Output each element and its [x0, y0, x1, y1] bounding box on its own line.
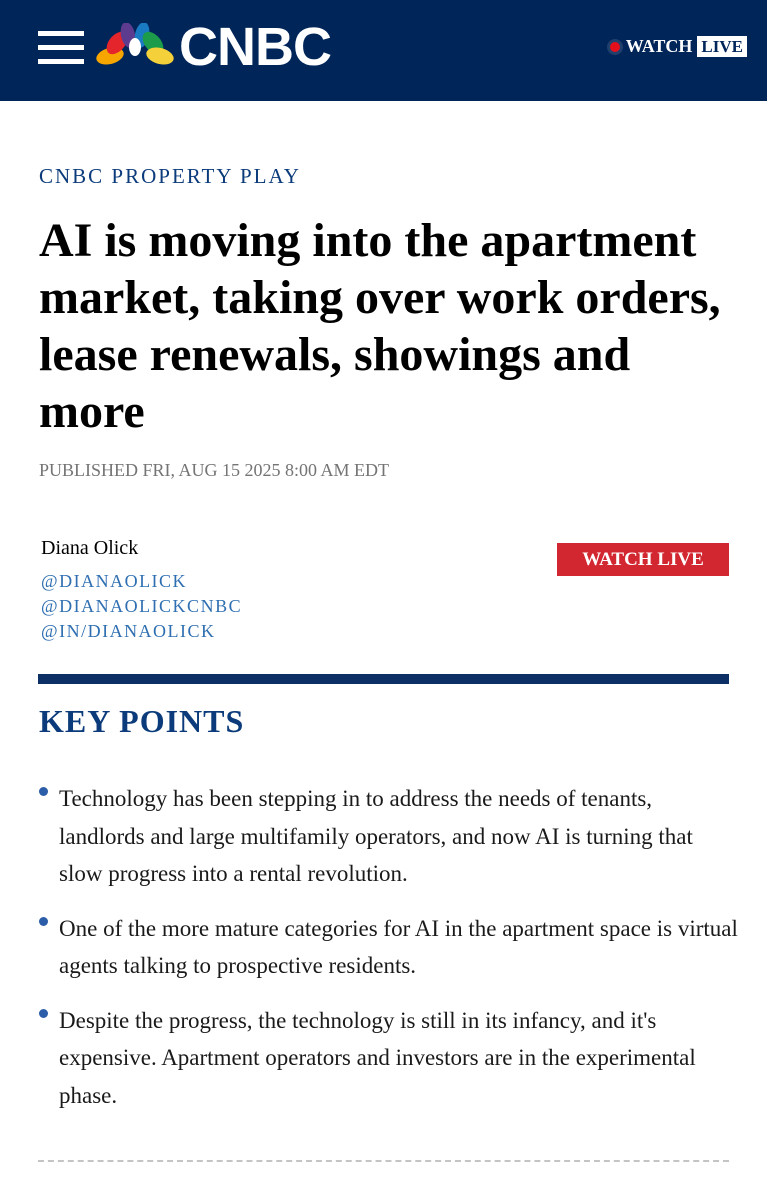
bullet-icon [39, 917, 48, 926]
peacock-logo-icon [95, 23, 175, 71]
key-points-title: KEY POINTS [39, 703, 245, 739]
bullet-icon [39, 787, 48, 796]
logo-wordmark: CNBC [179, 17, 331, 77]
published-timestamp: PUBLISHED FRI, AUG 15 2025 8:00 AM EDT [39, 460, 390, 480]
author-handle-linkedin[interactable]: @IN/DIANAOLICK [41, 621, 216, 641]
watch-live-button[interactable]: WATCH LIVE [557, 543, 729, 576]
watch-label: WATCH [625, 36, 693, 56]
live-dot-icon [610, 42, 620, 52]
watch-live-header-link[interactable] [610, 35, 747, 58]
top-nav-bar [0, 0, 767, 101]
bullet-icon [39, 1009, 48, 1018]
key-point-text: Despite the progress, the technology is still in its infancy, and it's expensive. Apartment operators and investors are in the experimental phase. [59, 1007, 696, 1108]
key-point-item [38, 1002, 738, 1115]
author-handle-twitter-cnbc[interactable]: @DIANAOLICKCNBC [41, 596, 243, 616]
cnbc-logo[interactable] [95, 17, 331, 77]
section-eyebrow-link[interactable]: CNBC PROPERTY PLAY [39, 164, 301, 188]
key-point-text: Technology has been stepping in to address the needs of tenants, landlords and large multifamily operators, and now AI is turning that slow progress into a rental revolution. [59, 786, 693, 886]
key-point-item [38, 780, 738, 893]
hamburger-menu-icon[interactable] [38, 31, 84, 65]
author-handle-twitter[interactable]: @DIANAOLICK [41, 571, 188, 591]
live-badge: LIVE [697, 36, 747, 57]
key-points-divider [38, 674, 729, 684]
author-name: Diana Olick [41, 537, 139, 559]
article-headline: AI is moving into the apartment market, taking over work orders, lease renewals, showings and more [39, 214, 721, 438]
key-point-text: One of the more mature categories for AI in the apartment space is virtual agents talking to prospective residents. [59, 915, 738, 978]
author-handles [41, 569, 242, 644]
key-point-item [38, 910, 738, 985]
section-divider-dashed [38, 1160, 729, 1162]
key-points-list [38, 780, 738, 1131]
